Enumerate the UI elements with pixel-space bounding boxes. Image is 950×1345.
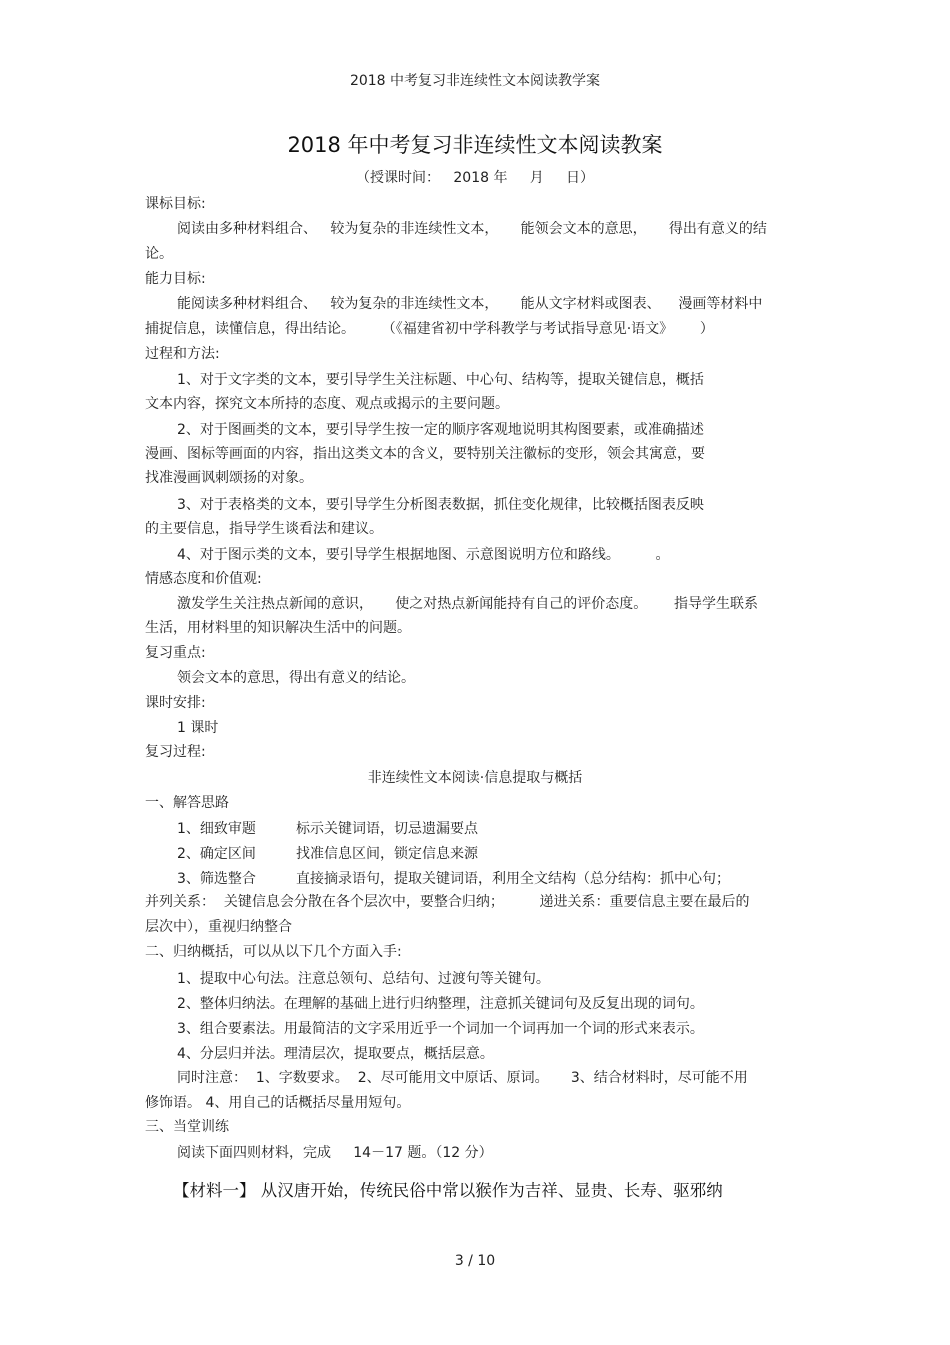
text-line: 领会文本的意思，得出有意义的结论。: [177, 670, 415, 686]
text-line: 文本内容，探究文本所持的态度、观点或揭示的主要问题。: [145, 396, 509, 412]
text-line: 4、分层归并法。理清层次，提取要点，概括层意。: [177, 1046, 494, 1062]
text-line: 4、对于图示类的文本，要引导学生根据地图、示意图说明方位和路线。 。: [177, 547, 670, 563]
section-heading: 情感态度和价值观:: [145, 571, 262, 587]
page-header: 2018 中考复习非连续性文本阅读教学案: [349, 73, 601, 89]
text-line: 3、对于表格类的文本，要引导学生分析图表数据，抓住变化规律，比较概括图表反映: [177, 497, 704, 513]
subtitle: 非连续性文本阅读·信息提取与概括: [367, 770, 583, 786]
text-line: 阅读下面四则材料，完成 14－17 题。（12 分）: [177, 1145, 493, 1161]
text-line: 1、提取中心句法。注意总领句、总结句、过渡句等关键句。: [177, 971, 550, 987]
material-one-line: 【材料一】 从汉唐开始，传统民俗中常以猴作为吉祥、显贵、长寿、驱邪纳: [173, 1181, 723, 1200]
text-line: 论。: [145, 246, 173, 262]
text-line: 3、组合要素法。用最简洁的文字采用近乎一个词加一个词再加一个词的形式来表示。: [177, 1021, 704, 1037]
section-heading: 复习重点:: [145, 645, 206, 661]
section-heading: 过程和方法:: [145, 346, 220, 362]
document-title: 2018 年中考复习非连续性文本阅读教案: [287, 133, 663, 157]
date-line: （授课时间： 2018 年 月 日）: [356, 170, 594, 186]
text-line: 2、对于图画类的文本，要引导学生按一定的顺序客观地说明其构图要素，或准确描述: [177, 422, 704, 438]
section-heading: 课时安排:: [145, 695, 206, 711]
text-line: 同时注意： 1、字数要求。 2、尽可能用文中原话、原词。 3、结合材料时，尽可能不用: [177, 1070, 748, 1086]
text-line: 层次中），重视归纳整合: [145, 919, 292, 935]
section-heading: 能力目标:: [145, 271, 206, 287]
section-heading: 二、归纳概括，可以从以下几个方面入手:: [145, 944, 402, 960]
text-line: 找准漫画讽刺颂扬的对象。: [145, 470, 313, 486]
text-line: 3、筛选整合 直接摘录语句，提取关键词语，利用全文结构（总分结构：抓中心句；: [177, 871, 730, 887]
text-line: 2、整体归纳法。在理解的基础上进行归纳整理，注意抓关键词句及反复出现的词句。: [177, 996, 704, 1012]
text-line: 的主要信息，指导学生谈看法和建议。: [145, 521, 383, 537]
text-line: 1 课时: [177, 720, 219, 736]
section-heading: 课标目标:: [145, 196, 206, 212]
text-line: 漫画、图标等画面的内容，指出这类文本的含义，要特别关注徽标的变形，领会其寓意，要: [145, 446, 705, 462]
page-number: 3 / 10: [454, 1253, 496, 1269]
section-heading: 复习过程:: [145, 744, 206, 760]
text-line: 阅读由多种材料组合、 较为复杂的非连续性文本， 能领会文本的意思， 得出有意义的结: [177, 221, 767, 237]
text-line: 修饰语。 4、用自己的话概括尽量用短句。: [145, 1095, 411, 1111]
text-line: 1、细致审题 标示关键词语，切忌遗漏要点: [177, 821, 478, 837]
section-heading: 三、当堂训练: [145, 1119, 229, 1135]
text-line: 捕捉信息，读懂信息，得出结论。 （《福建省初中学科教学与考试指导意见·语文》 ）: [145, 321, 714, 337]
text-line: 2、确定区间 找准信息区间，锁定信息来源: [177, 846, 478, 862]
text-line: 1、对于文字类的文本，要引导学生关注标题、中心句、结构等，提取关键信息，概括: [177, 372, 704, 388]
text-line: 激发学生关注热点新闻的意识， 使之对热点新闻能持有自己的评价态度。 指导学生联系: [177, 596, 758, 612]
text-line: 并列关系： 关键信息会分散在各个层次中，要整合归纳； 递进关系：重要信息主要在最后的: [145, 894, 750, 910]
text-line: 生活，用材料里的知识解决生活中的问题。: [145, 620, 411, 636]
text-line: 能阅读多种材料组合、 较为复杂的非连续性文本， 能从文字材料或图表、 漫画等材料中: [177, 296, 763, 312]
section-heading: 一、解答思路: [145, 795, 229, 811]
